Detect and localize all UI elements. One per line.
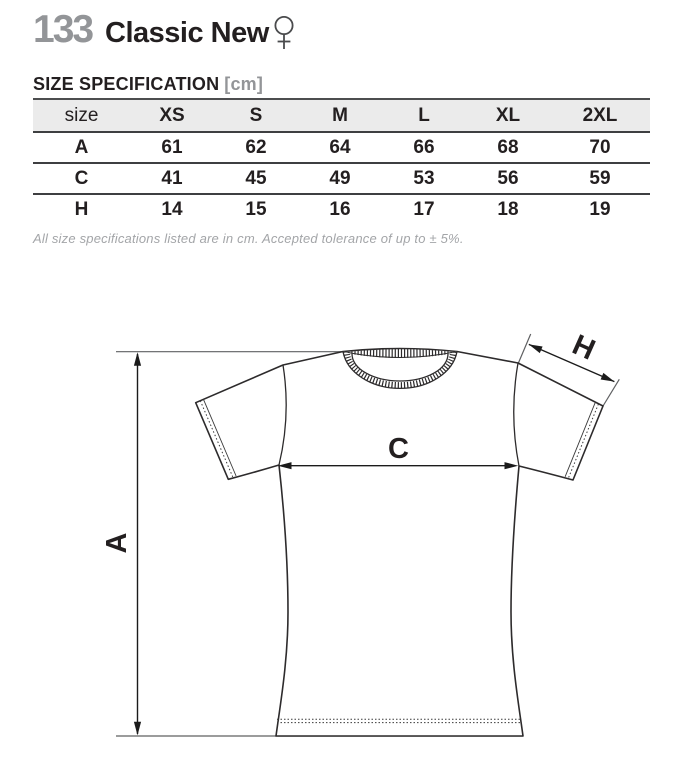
size-column-header: M [332, 104, 348, 126]
size-value: 17 [413, 198, 435, 220]
section-title-text: SIZE SPECIFICATION [33, 74, 220, 94]
size-value: 16 [329, 198, 351, 220]
dimension-a [101, 352, 141, 735]
dimension-h [529, 329, 615, 382]
h-extension-line-2 [602, 379, 620, 408]
size-value: 66 [413, 136, 435, 158]
size-column-header: L [418, 104, 430, 126]
table-footnote: All size specifications listed are in cm. Accepted tolerance of up to ± 5%. [33, 231, 464, 246]
size-value: 59 [589, 167, 611, 189]
size-value: 18 [497, 198, 519, 220]
unit-label: [cm] [224, 74, 264, 94]
size-value: 64 [329, 136, 351, 158]
row-label: A [74, 136, 89, 158]
dimension-h-label: H [567, 328, 600, 367]
product-number: 133 [33, 8, 93, 51]
row-label: C [74, 167, 89, 189]
size-column-header: XS [159, 104, 185, 126]
size-column-header: S [249, 104, 263, 126]
size-value: 53 [413, 167, 435, 189]
tshirt-outline [196, 349, 603, 737]
size-value: 49 [329, 167, 351, 189]
size-value: 41 [161, 167, 183, 189]
size-value: 45 [245, 167, 267, 189]
size-value: 56 [497, 167, 519, 189]
size-value: 68 [497, 136, 519, 158]
dimension-c-label: C [388, 433, 409, 465]
size-value: 70 [589, 136, 611, 158]
size-column-header: 2XL [582, 104, 618, 126]
size-value: 62 [245, 136, 267, 158]
size-value: 15 [245, 198, 267, 220]
size-value: 14 [161, 198, 183, 220]
product-name: Classic New [105, 17, 269, 49]
size-label-header: size [64, 104, 99, 126]
size-value: 61 [161, 136, 183, 158]
size-column-header: XL [495, 104, 521, 126]
size-value: 19 [589, 198, 611, 220]
row-label: H [74, 198, 89, 220]
dimension-a-label: A [101, 532, 133, 554]
